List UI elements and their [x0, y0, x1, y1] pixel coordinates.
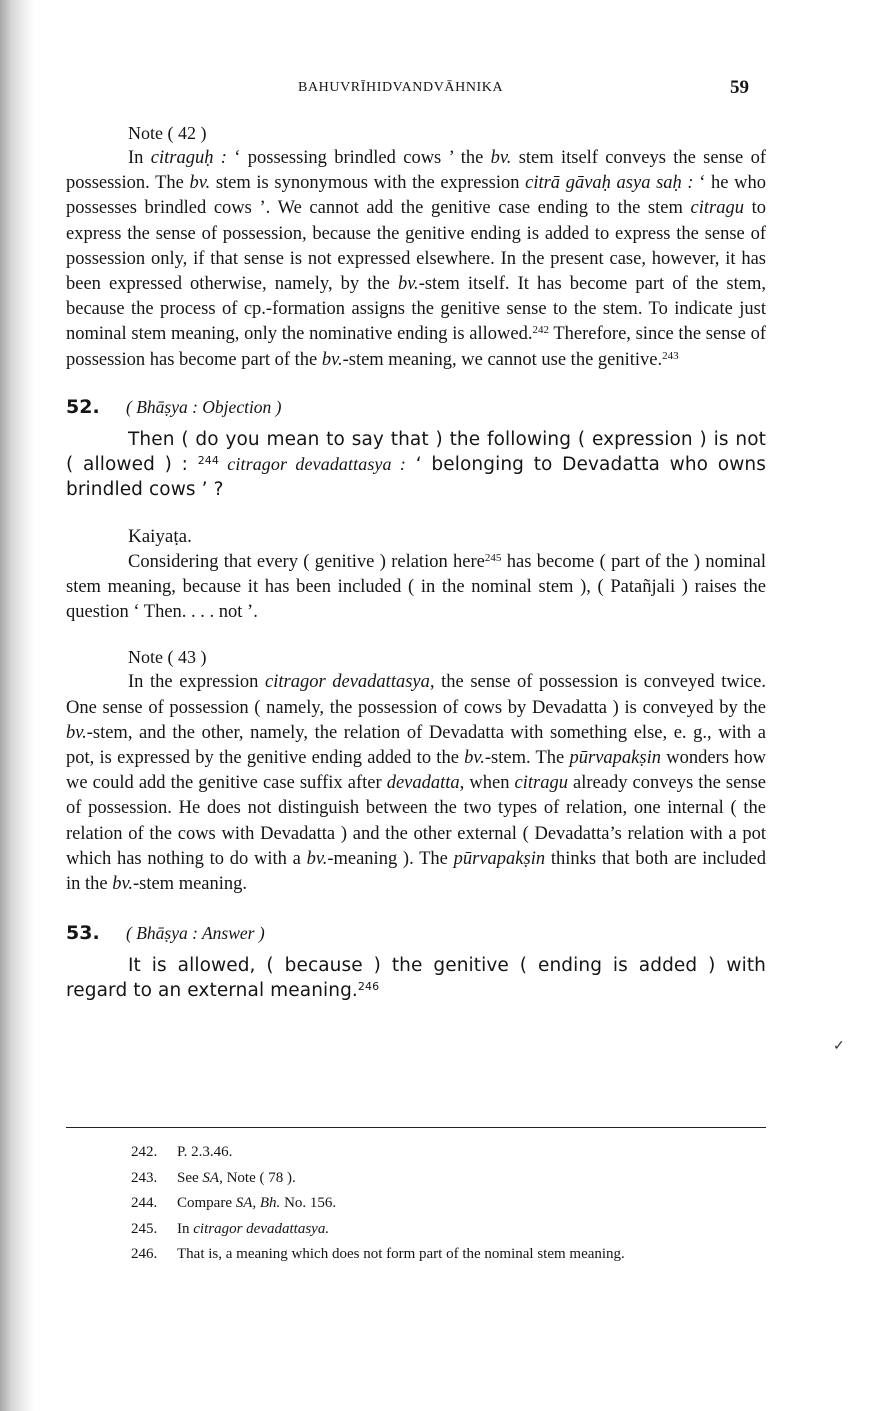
- note-42-paragraph: In citraguḥ : ‘ possessing brindled cows ’ the bv. stem itself conveys the sense of possession. The bv. stem is synonymous with the expression citrā gāvaḥ asya saḥ : ‘ he who possesses brindled cows ’. We cannot add the genitive case ending to the stem citragu to express the sense of possession, because the genitive ending is added to express the sense of possession only, if that sense is not expressed elsewhere. In the present case, however, it has been expressed otherwise, namely, by the bv.-stem itself. It has become part of the stem, because the process of cp.-formation assigns the genitive sense to the stem. To indicate just nominal stem meaning, only the nominative ending is allowed.$^{242}$ Therefore, since the sense of possession has become part of the bv.-stem meaning, we cannot use the genitive.$^{243}$: [66, 148, 766, 370]
- scanned-binding-edge: [0, 0, 34, 1411]
- footnote-242: 242. P. 2.3.46.: [131, 1144, 233, 1160]
- note-43-title: Note ( 43 ): [128, 647, 207, 668]
- section-number: 53.: [66, 922, 100, 945]
- section-53-heading: [66, 921, 766, 945]
- note-43-paragraph: In the expression citragor devadattasya, the sense of possession is conveyed twice. One sense of possession ( namely, the possession of cows by Devadatta ) is conveyed by the bv.-stem, and the other, namely, the relation of Devadatta with something else, e. g., with a pot, is expressed by the genitive ending added to the bv.-stem. The pūrvapakṣin wonders how we could add the genitive case suffix after devadatta, when citragu already conveys the sense of possession. He does not distinguish between the two types of relation, one internal ( the relation of the cows with Devadatta ) and the other external ( Devadatta’s relation with a pot which has nothing to do with a bv.-meaning ). The pūrvapakṣin thinks that both are included in the bv.-stem meaning.: [66, 672, 767, 895]
- footnote-ref-242[interactable]: 242: [532, 324, 549, 337]
- note-42-title: Note ( 42 ): [128, 123, 207, 143]
- footnote-ref-243[interactable]: 243: [662, 349, 679, 362]
- kaiyata-paragraph: Considering that every ( genitive ) relation here$^{245}$ has become ( part of the ) nominal stem meaning, because it has been included ( in the nominal stem ), ( Patañjali ) raises the question ‘ Then. . . . not ’.: [66, 551, 767, 623]
- section-number: 52.: [66, 395, 100, 418]
- footnote-245: 245. In citragor devadattasya.: [131, 1220, 330, 1237]
- footnote-divider: [66, 1127, 766, 1128]
- section-label: ( Bhāṣya : Answer ): [126, 923, 265, 944]
- section-label: ( Bhāṣya : Objection ): [126, 396, 282, 417]
- running-header: BAHUVRĪHIDVANDVĀHNIKA: [298, 80, 504, 95]
- bhasya-objection-text: Then ( do you mean to say that ) the following ( expression ) is not ( allowed ) : $^{244}$ citragor devadattasya : ‘ belonging to Devadatta who owns brindled cows ’ ?: [66, 428, 766, 500]
- footnote-ref-246[interactable]: 246: [357, 980, 380, 994]
- bhasya-answer-text: It is allowed, ( because ) the genitive ( ending is added ) with regard to an external meaning.$^{246}$: [66, 955, 766, 1002]
- page-body: [66, 120, 766, 1003]
- section-52-heading: [66, 395, 766, 419]
- footnote-ref-245[interactable]: 245: [484, 551, 502, 564]
- kaiyata-title: Kaiyaṭa.: [128, 525, 192, 547]
- page-number: 59: [730, 77, 749, 98]
- footnote-243: 243. See SA, Note ( 78 ).: [131, 1169, 296, 1186]
- pencil-tick-mark: ✓: [833, 1039, 845, 1054]
- footnote-244: 244. Compare SA, Bh. No. 156.: [131, 1195, 337, 1212]
- footnotes: [131, 1140, 771, 1268]
- footnote-246: 246. That is, a meaning which does not form part of the nominal stem meaning.: [131, 1246, 625, 1263]
- footnote-ref-244[interactable]: 244: [197, 453, 219, 467]
